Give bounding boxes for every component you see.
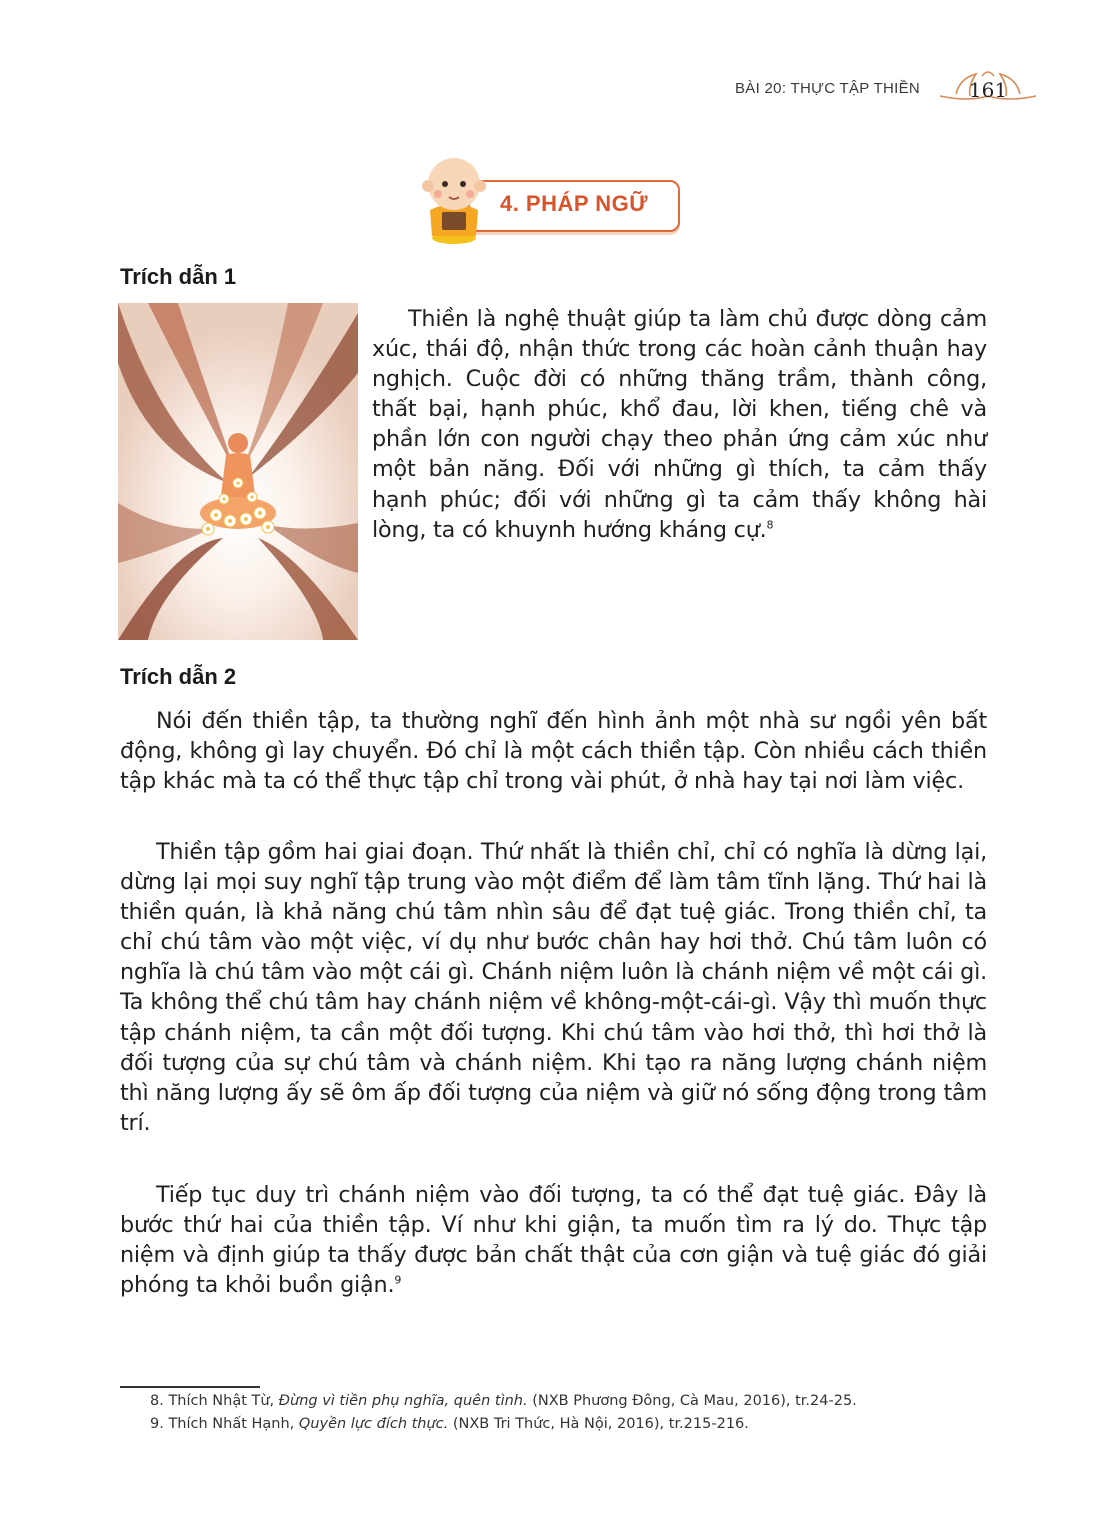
quote1-heading: Trích dẫn 1: [120, 264, 237, 289]
running-header: BÀI 20: THỰC TẬP THIỀN: [735, 80, 921, 97]
quote2-heading: Trích dẫn 2: [120, 664, 237, 689]
footnote-ref-8[interactable]: 8: [766, 518, 774, 532]
quote2-paragraph-1: Nói đến thiền tập, ta thường nghĩ đến hình ảnh một nhà sư ngồi yên bất động, không gì lay chuyển. Đó chỉ là một cách thiền tập. Còn nhiều cách thiền tập khác mà ta có thể thực tập chỉ trong vài phút, ở nhà hay tại nơi làm việc.: [120, 708, 987, 795]
quote2-paragraph-3: Tiếp tục duy trì chánh niệm vào đối tượng, ta có thể đạt tuệ giác. Đây là bước thứ hai của thiền tập. Ví như khi giận, ta muốn tìm ra lý do. Thực tập niệm và định giúp ta thấy được bản chất thật của cơn giận và tuệ giác đó giải phóng ta khỏi buồn giận.$^9$: [120, 1182, 987, 1299]
quote1-text: Thiền là nghệ thuật giúp ta làm chủ được dòng cảm xúc, thái độ, nhận thức trong các hoàn cảnh thuận hay nghịch. Cuộc đời có những thăng trầm, thành công, thất bại, hạnh phúc, khổ đau, lời khen, tiếng chê và phần lớn con người chạy theo phản ứng cảm xúc như một bản năng. Đối với những gì thích, ta cảm thấy hạnh phúc; đối với những gì ta cảm thấy không hài lòng, ta có khuynh hướng kháng cự.$^8$: [372, 306, 987, 543]
meditation-illustration: [118, 303, 358, 640]
footnote-9: 9. Thích Nhất Hạnh, Quyền lực đích thực. (NXB Tri Thức, Hà Nội, 2016), tr.215-216.: [150, 1416, 749, 1432]
section-title: 4. PHÁP NGỮ: [499, 191, 649, 216]
section-banner: [416, 150, 686, 246]
footnote-8: 8. Thích Nhật Từ, Đừng vì tiền phụ nghĩa, quên tình. (NXB Phương Đông, Cà Mau, 2016), tr.24-25.: [150, 1393, 857, 1409]
monk-mascot-icon: [416, 150, 506, 246]
quote2-paragraph-2: Thiền tập gồm hai giai đoạn. Thứ nhất là thiền chỉ, chỉ có nghĩa là dừng lại, dừng lại mọi suy nghĩ tập trung vào một điểm để làm tâm tĩnh lặng. Thứ hai là thiền quán, là khả năng chú tâm nhìn sâu để đạt tuệ giác. Trong thiền chỉ, ta chỉ chú tâm vào một việc, ví dụ như bước chân hay hơi thở. Chú tâm luôn có nghĩa là chú tâm vào một cái gì. Chánh niệm luôn là chánh niệm về một cái gì. Ta không thể chú tâm hay chánh niệm về không-một-cái-gì. Vậy thì muốn thực tập chánh niệm, ta cần một đối tượng. Khi chú tâm vào hơi thở, thì hơi thở là đối tượng của sự chú tâm và chánh niệm. Khi tạo ra năng lượng chánh niệm thì năng lượng ấy sẽ ôm ấp đối tượng của niệm và giữ nó sống động trong tâm trí.: [120, 839, 987, 1136]
page-number-ornament: [938, 66, 1038, 110]
footnote-divider: [120, 1386, 260, 1388]
page-number: 161: [968, 78, 1008, 102]
footnote-ref-9[interactable]: 9: [394, 1273, 402, 1287]
